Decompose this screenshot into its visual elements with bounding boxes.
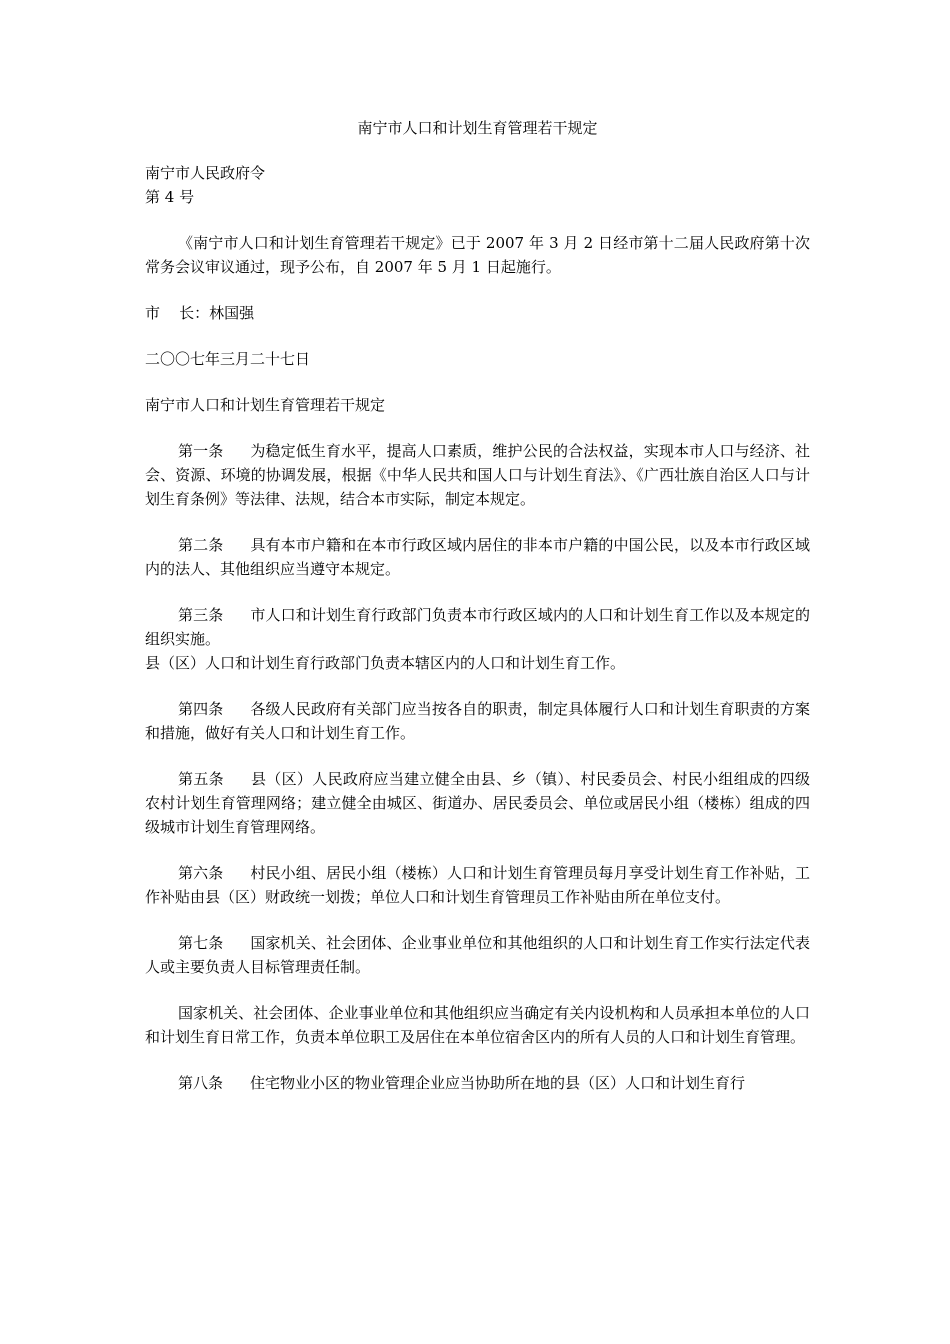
document-title: 南宁市人口和计划生育管理若干规定 <box>357 119 598 137</box>
article-text: 为稳定低生育水平，提高人口素质，维护公民的合法权益，实现本市人口与经济、社会、资源、环境的协调发展，根据《中华人民共和国人口与计划生育法》、《广西壮族自治区人口与计划生育条例》等法律、法规，结合本市实际，制定本规定。 <box>145 442 810 508</box>
article-text: 村民小组、居民小组（楼栋）人口和计划生育管理员每月享受计划生育工作补贴，工作补贴由县（区）财政统一划拨；单位人口和计划生育管理员工作补贴由所在单位支付。 <box>145 864 810 906</box>
article-3-extra: 县（区）人口和计划生育行政部门负责本辖区内的人口和计划生育工作。 <box>145 654 626 672</box>
article-label: 第八条 <box>178 1074 224 1092</box>
order-number: 第 4 号 <box>145 188 195 206</box>
article-2 <box>145 533 810 581</box>
article-label: 第三条 <box>178 606 224 624</box>
article-8 <box>145 1071 810 1095</box>
article-text: 住宅物业小区的物业管理企业应当协助所在地的县（区）人口和计划生育行 <box>250 1074 746 1092</box>
article-text: 各级人民政府有关部门应当按各自的职责，制定具体履行人口和计划生育职责的方案和措施，做好有关人口和计划生育工作。 <box>145 700 810 742</box>
article-label: 第七条 <box>178 934 224 952</box>
article-text: 市人口和计划生育行政部门负责本市行政区域内的人口和计划生育工作以及本规定的组织实施。 <box>145 606 810 648</box>
article-text: 县（区）人民政府应当建立健全由县、乡（镇）、村民委员会、村民小组组成的四级农村计划生育管理网络；建立健全由城区、街道办、居民委员会、单位或居民小组（楼栋）组成的四级城市计划生育管理网络。 <box>145 770 810 836</box>
article-1 <box>145 439 810 511</box>
article-label: 第六条 <box>178 864 224 882</box>
article-label: 第二条 <box>178 536 224 554</box>
issuer: 南宁市人民政府令 <box>145 164 266 182</box>
article-7 <box>145 931 810 979</box>
article-4 <box>145 697 810 745</box>
issue-date: 二〇〇七年三月二十七日 <box>145 350 311 368</box>
article-label: 第五条 <box>178 770 224 788</box>
article-7-extra-paragraph: 国家机关、社会团体、企业事业单位和其他组织应当确定有关内设机构和人员承担本单位的人口和计划生育日常工作，负责本单位职工及居住在本单位宿舍区内的所有人员的人口和计划生育管理。 <box>145 1004 810 1046</box>
article-text: 国家机关、社会团体、企业事业单位和其他组织的人口和计划生育工作实行法定代表人或主要负责人目标管理责任制。 <box>145 934 810 976</box>
article-3 <box>145 603 810 651</box>
article-5 <box>145 767 810 839</box>
regulation-subtitle: 南宁市人口和计划生育管理若干规定 <box>145 396 386 414</box>
article-6 <box>145 861 810 909</box>
article-text: 具有本市户籍和在本市行政区域内居住的非本市户籍的中国公民，以及本市行政区域内的法人、其他组织应当遵守本规定。 <box>145 536 810 578</box>
promulgation-text: 《南宁市人口和计划生育管理若干规定》已于 2007 年 3 月 2 日经市第十二届人民政府第十次常务会议审议通过，现予公布，自 2007 年 5 月 1 日起施行。 <box>145 234 810 276</box>
article-label: 第四条 <box>178 700 224 718</box>
document-page <box>145 116 810 1095</box>
mayor-signature: 市 长：林国强 <box>145 304 255 322</box>
article-label: 第一条 <box>178 442 224 460</box>
